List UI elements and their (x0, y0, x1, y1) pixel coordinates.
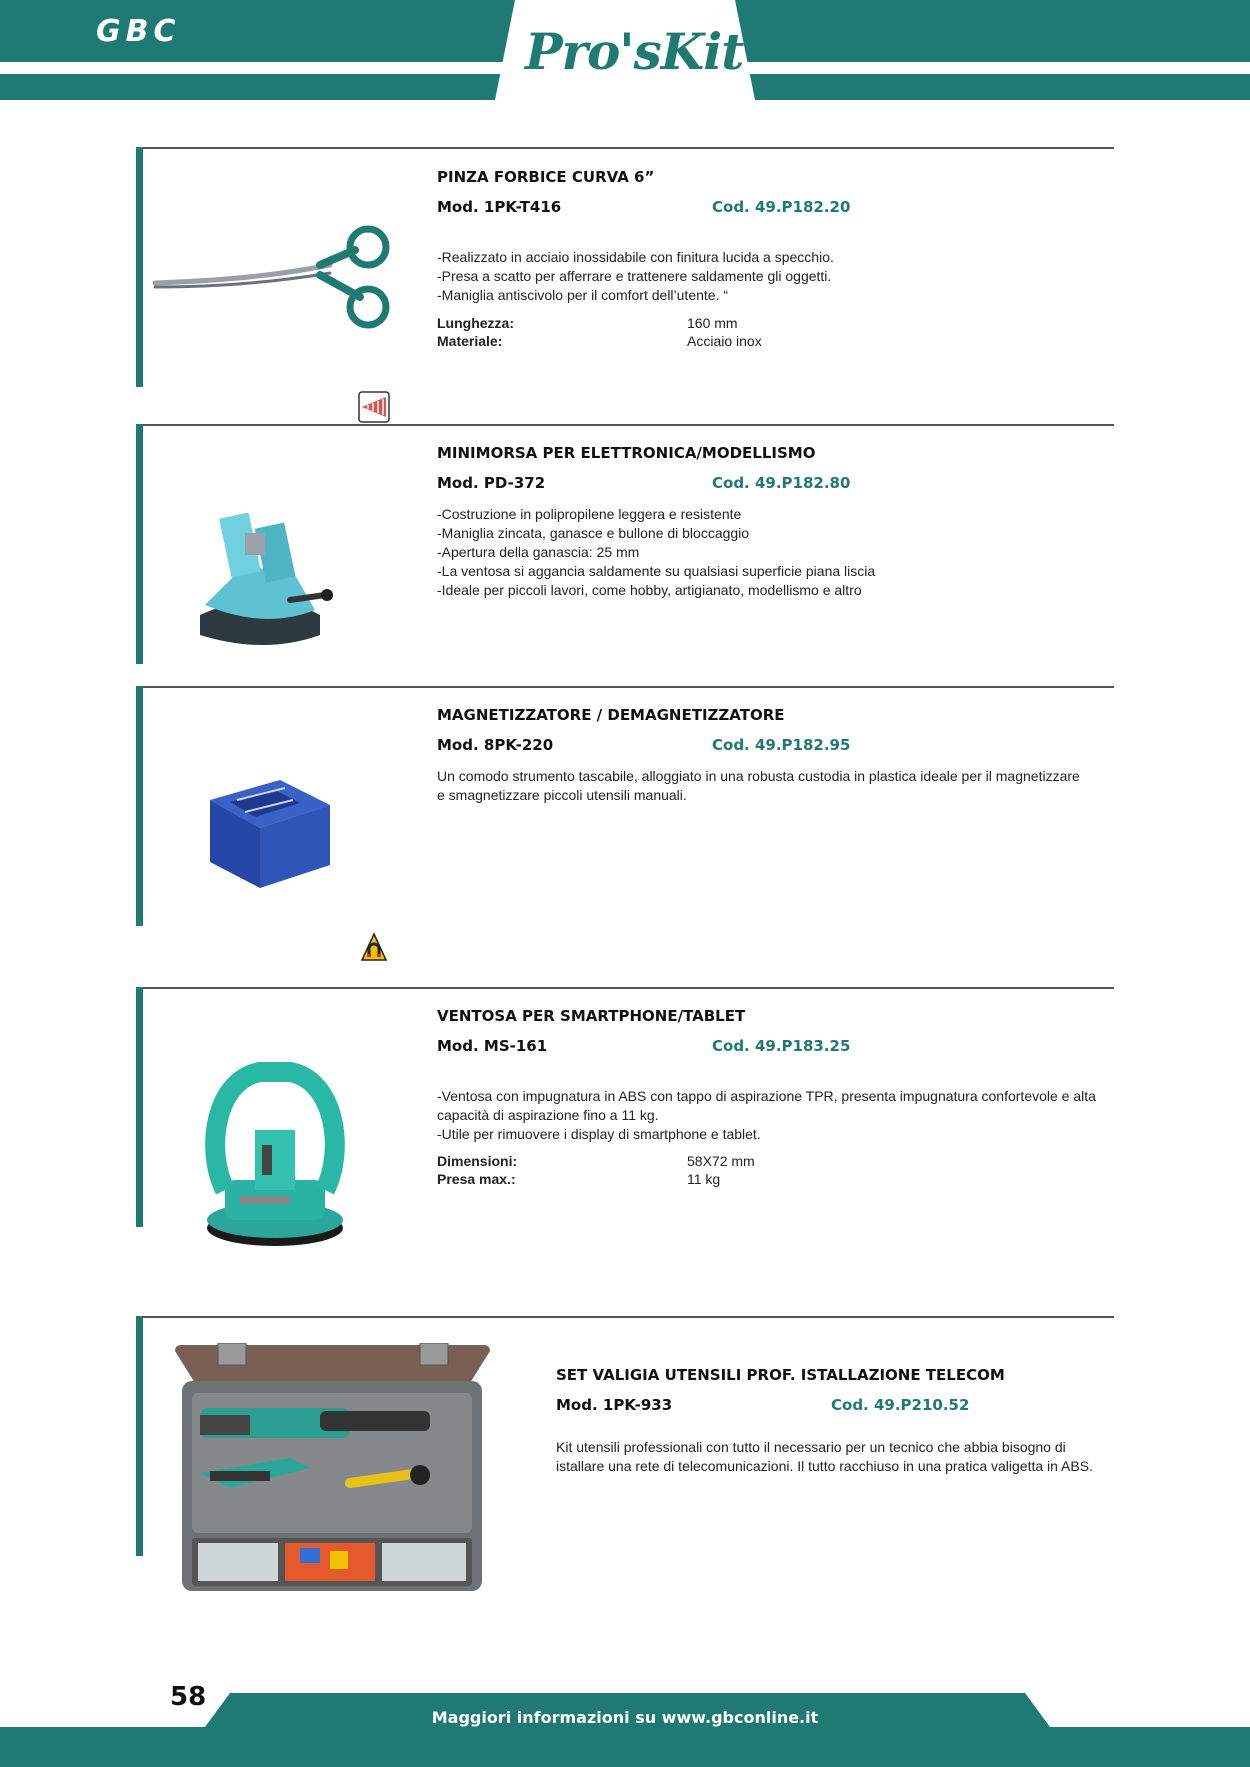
spec-value: 58X72 mm (687, 1153, 755, 1169)
description-line: -Ideale per piccoli lavori, come hobby, artigianato, modellismo e altro (437, 582, 862, 598)
section-rule (143, 424, 1114, 426)
spec-value: Acciaio inox (687, 333, 762, 349)
product-code: Cod. 49.P183.25 (712, 1037, 851, 1055)
mini-vise-image (185, 505, 345, 650)
product-code: Cod. 49.P182.80 (712, 474, 851, 492)
spec-row (437, 332, 762, 350)
section-accent-bar (136, 1316, 143, 1556)
description-line: -La ventosa si aggancia saldamente su qualsiasi superficie piana liscia (437, 563, 876, 579)
product-specs (437, 1152, 755, 1188)
product-title: MAGNETIZZATORE / DEMAGNETIZZATORE (437, 706, 785, 724)
description-line: -Realizzato in acciaio inossidabile con finitura lucida a specchio. (437, 249, 834, 265)
product-specs (437, 314, 762, 350)
registered-mark: ® (743, 30, 757, 46)
product-model: Mod. MS-161 (437, 1037, 548, 1055)
spec-row (437, 1152, 755, 1170)
product-description (437, 505, 1087, 600)
product-model: Mod. 1PK-933 (556, 1396, 673, 1414)
product-code: Cod. 49.P210.52 (831, 1396, 970, 1414)
spec-label: Presa max.: (437, 1171, 516, 1187)
gbc-logo: GBC (96, 14, 181, 49)
magnetizer-box-image (205, 770, 335, 895)
spec-value: 11 kg (687, 1171, 721, 1187)
curved-forceps-image (150, 225, 390, 335)
product-model: Mod. PD-372 (437, 474, 546, 492)
magnet-warning-icon (360, 932, 388, 964)
product-description (437, 1087, 1102, 1144)
spec-value: 160 mm (687, 315, 738, 331)
description-line: Un comodo strumento tascabile, alloggiato in una robusta custodia in plastica ideale per il magnetizzare e smagnetizzare piccoli utensili manuali. (437, 768, 1080, 803)
description-line: Kit utensili professionali con tutto il necessario per un tecnico che abbia bisogno di istallare una rete di telecomunicazioni. Il tutto racchiuso in una pratica valigetta in ABS. (556, 1439, 1093, 1474)
spec-label: Lunghezza: (437, 315, 514, 331)
product-model: Mod. 8PK-220 (437, 736, 554, 754)
page-number: 58 (170, 1682, 207, 1712)
product-description (556, 1438, 1096, 1476)
sharp-edge-icon (358, 391, 390, 423)
product-code: Cod. 49.P182.20 (712, 198, 851, 216)
product-title: PINZA FORBICE CURVA 6” (437, 168, 655, 186)
product-model: Mod. 1PK-T416 (437, 198, 562, 216)
proskit-logo (525, 22, 757, 81)
product-code: Cod. 49.P182.95 (712, 736, 851, 754)
spec-label: Dimensioni: (437, 1153, 518, 1169)
description-line: -Apertura della ganascia: 25 mm (437, 544, 640, 560)
section-rule (143, 686, 1114, 688)
section-accent-bar (136, 424, 143, 664)
suction-cup-image (200, 1060, 350, 1250)
description-line: -Maniglia zincata, ganasce e bullone di bloccaggio (437, 525, 750, 541)
spec-label: Materiale: (437, 333, 503, 349)
section-accent-bar (136, 686, 143, 926)
footer-link-text: Maggiori informazioni su www.gbconline.it (431, 1708, 819, 1727)
product-title: SET VALIGIA UTENSILI PROF. ISTALLAZIONE TELECOM (556, 1366, 1005, 1384)
section-accent-bar (136, 987, 143, 1227)
product-title: VENTOSA PER SMARTPHONE/TABLET (437, 1007, 746, 1025)
description-line: -Costruzione in polipropilene leggera e resistente (437, 506, 742, 522)
spec-row (437, 1170, 755, 1188)
tool-case-image (170, 1343, 495, 1593)
section-rule (143, 1316, 1114, 1318)
section-rule (143, 987, 1114, 989)
spec-row (437, 314, 762, 332)
description-line: -Presa a scatto per afferrare e trattenere saldamente gli oggetti. (437, 268, 832, 284)
description-line: -Ventosa con impugnatura in ABS con tappo di aspirazione TPR, presenta impugnatura confortevole e alta capacità di aspirazione fino a 11 kg. (437, 1088, 1096, 1123)
description-line: -Utile per rimuovere i display di smartphone e tablet. (437, 1126, 761, 1142)
section-accent-bar (136, 147, 143, 387)
brand-name: Pro'sKit (525, 22, 744, 81)
product-description (437, 767, 1087, 805)
section-rule (143, 147, 1114, 149)
product-description (437, 248, 1087, 305)
description-line: -Maniglia antiscivolo per il comfort dell’utente. “ (437, 287, 729, 303)
product-title: MINIMORSA PER ELETTRONICA/MODELLISMO (437, 444, 816, 462)
